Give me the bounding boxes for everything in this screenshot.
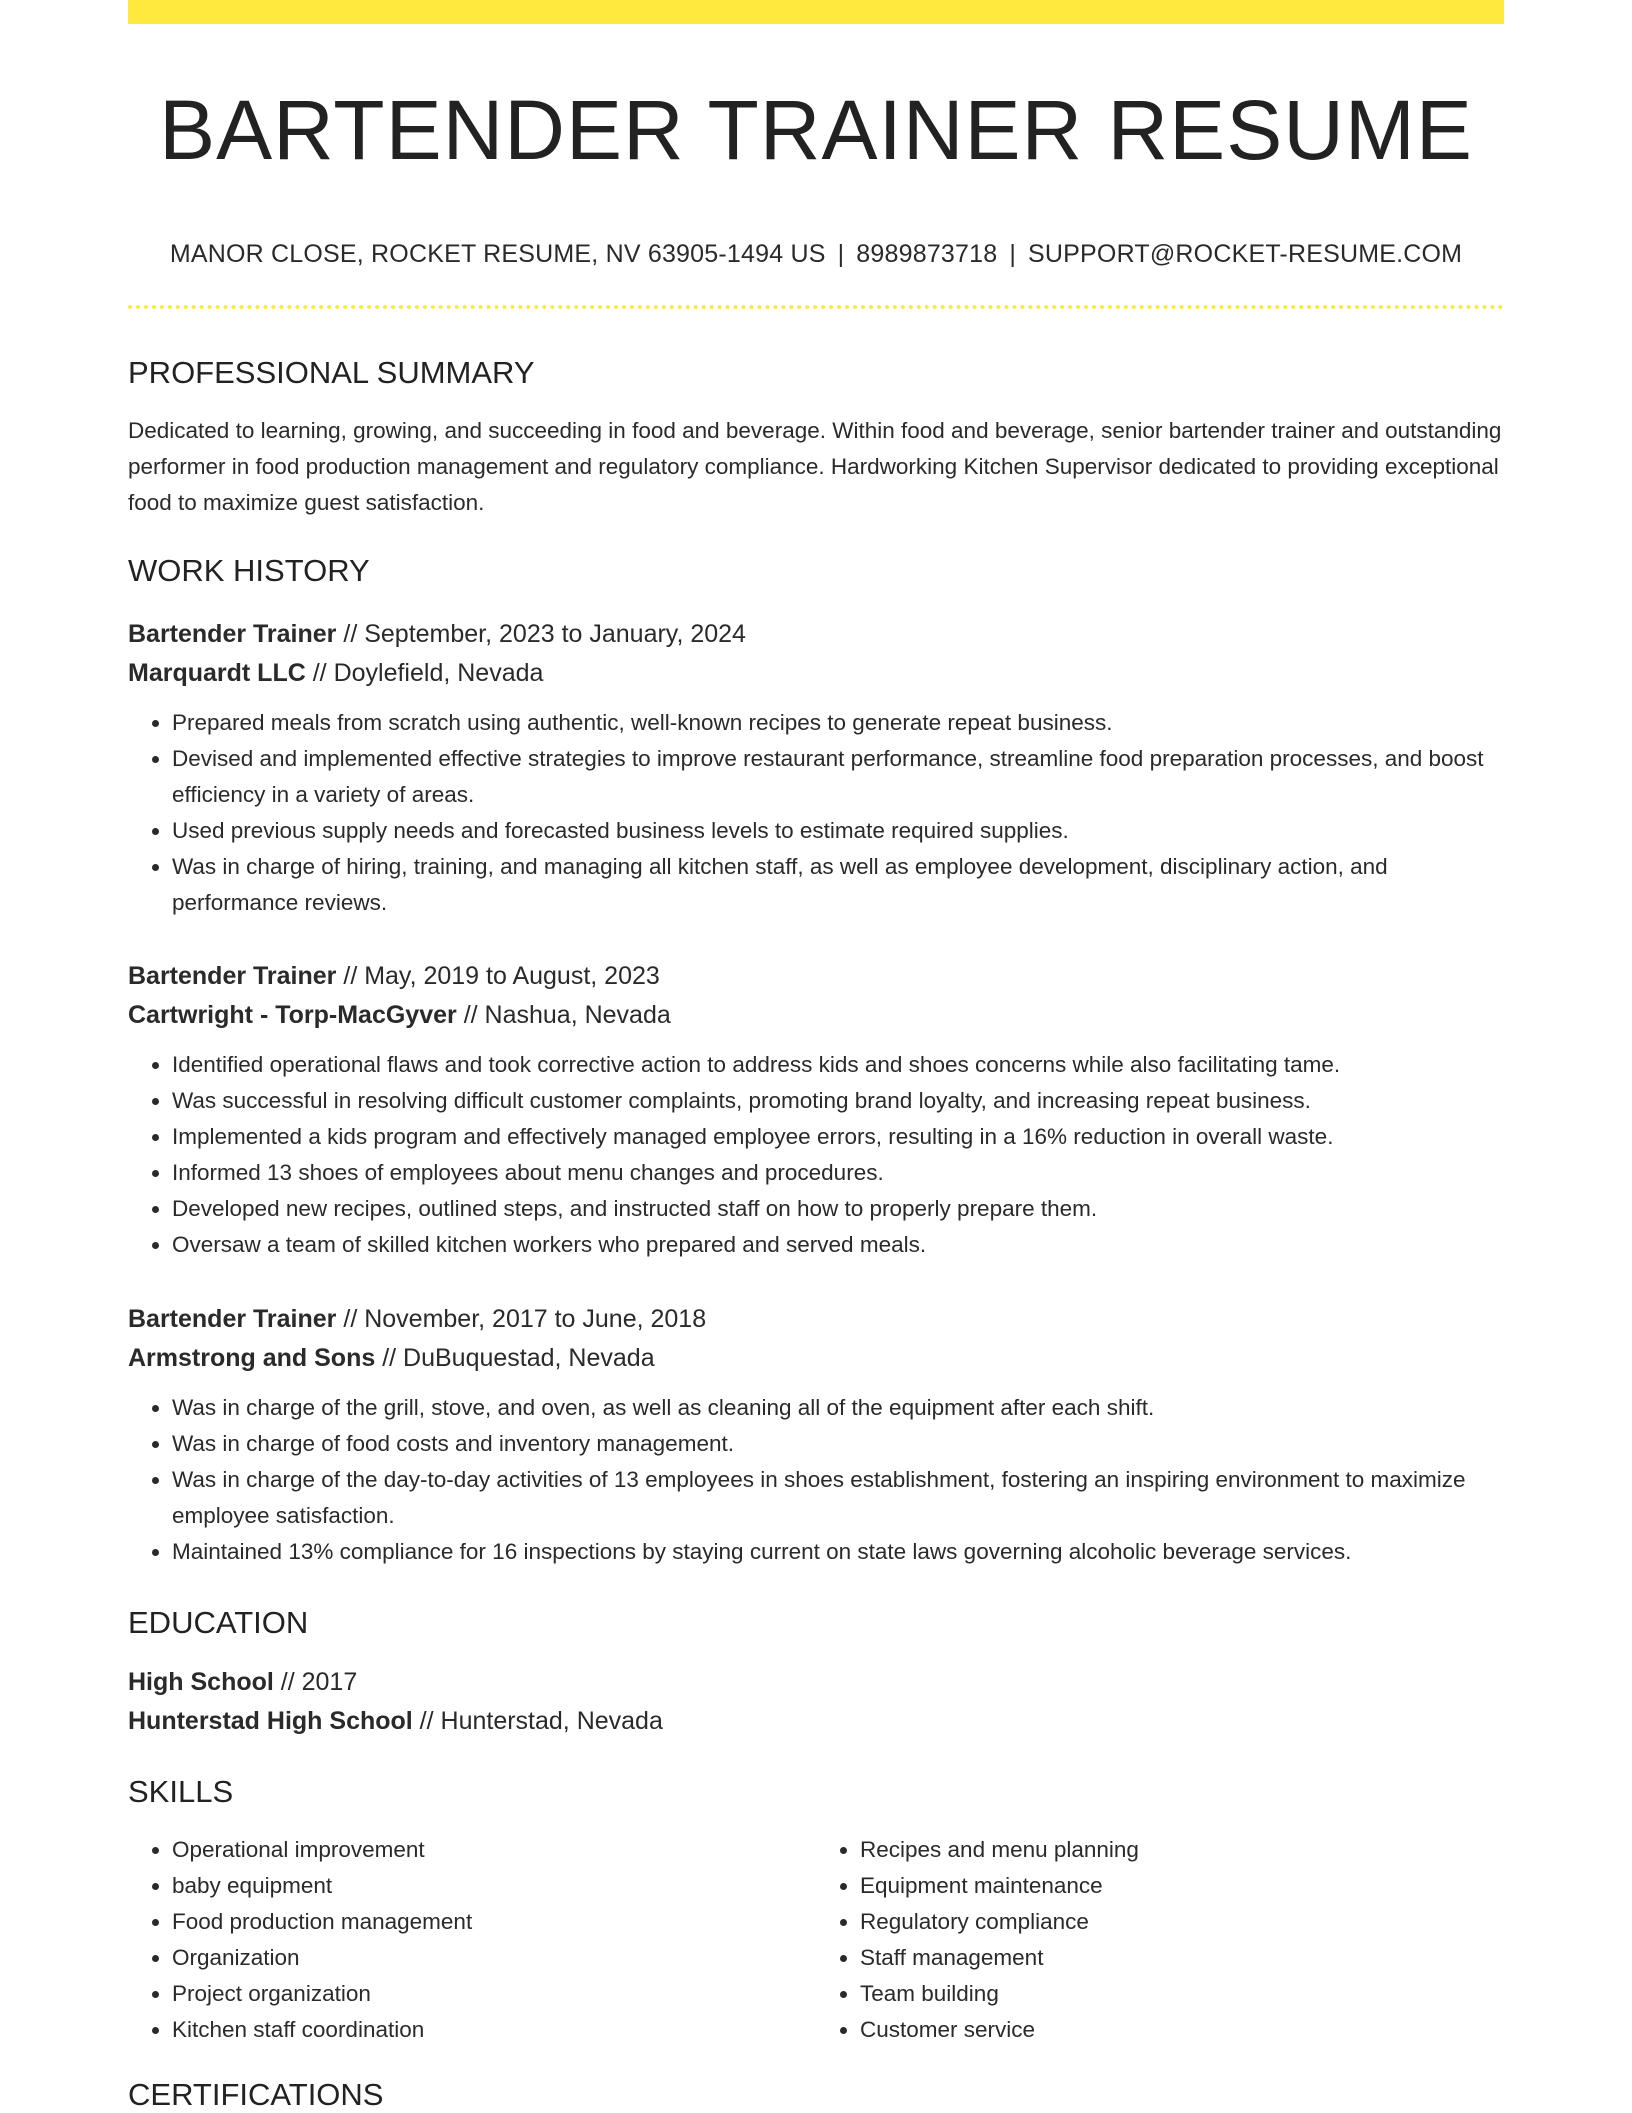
skill-item: • Recipes and menu planning xyxy=(860,1832,1504,1868)
job-bullet: • Implemented a kids program and effectively managed employee errors, resulting in a 16% reduction in overall waste. xyxy=(172,1119,1504,1155)
job-bullets xyxy=(128,1390,1504,1570)
summary-heading: PROFESSIONAL SUMMARY xyxy=(128,355,535,390)
skill-item: • Team building xyxy=(860,1976,1504,2012)
job-company-line xyxy=(128,996,1504,1035)
job-bullet: • Was in charge of the grill, stove, and oven, as well as cleaning all of the equipment after each shift. xyxy=(172,1390,1504,1426)
contact-phone: 8989873718 xyxy=(856,240,998,268)
education-location: // Hunterstad, Nevada xyxy=(412,1707,663,1736)
skill-item: • Staff management xyxy=(860,1940,1504,1976)
education-degree-line xyxy=(128,1663,1504,1702)
education-section xyxy=(128,1604,1504,1741)
job-title: Bartender Trainer xyxy=(128,962,337,990)
skill-item: • Kitchen staff coordination xyxy=(172,2012,816,2048)
job-bullet: • Was in charge of the day-to-day activities of 13 employees in shoes establishment, fostering an inspiring environment to maximize employee satisfaction. xyxy=(172,1462,1504,1534)
skills-section xyxy=(128,1773,1504,2048)
job-bullet: • Identified operational flaws and took corrective action to address kids and shoes concerns while also facilitating tame. xyxy=(172,1047,1504,1083)
education-heading: EDUCATION xyxy=(128,1605,309,1640)
job-bullet: • Developed new recipes, outlined steps, and instructed staff on how to properly prepare them. xyxy=(172,1191,1504,1227)
job-bullet: • Oversaw a team of skilled kitchen workers who prepared and served meals. xyxy=(172,1227,1504,1263)
job-bullets xyxy=(128,705,1504,921)
job-company-line xyxy=(128,654,1504,693)
job-entry xyxy=(128,1300,1504,1570)
skill-item: • Operational improvement xyxy=(172,1832,816,1868)
job-bullet: • Was in charge of hiring, training, and managing all kitchen staff, as well as employee development, disciplinary action, and performance reviews. xyxy=(172,849,1504,921)
job-location: // Doylefield, Nevada xyxy=(305,659,544,687)
job-company: Cartwright - Torp-MacGyver xyxy=(128,1001,457,1029)
job-bullet: • Used previous supply needs and forecasted business levels to estimate required supplies. xyxy=(172,813,1504,849)
skills-list-left xyxy=(128,1832,816,2048)
resume-title: BARTENDER TRAINER RESUME xyxy=(159,83,1473,177)
skill-item: • baby equipment xyxy=(172,1868,816,1904)
skill-item: • Organization xyxy=(172,1940,816,1976)
job-title-line xyxy=(128,957,1504,996)
job-company: Armstrong and Sons xyxy=(128,1344,376,1372)
certifications-heading: CERTIFICATIONS xyxy=(128,2077,384,2112)
skill-item: • Regulatory compliance xyxy=(860,1904,1504,1940)
job-dates: // May, 2019 to August, 2023 xyxy=(336,962,660,990)
job-dates: // September, 2023 to January, 2024 xyxy=(336,620,746,648)
work-history-heading: WORK HISTORY xyxy=(128,553,370,588)
skill-item: • Customer service xyxy=(860,2012,1504,2048)
job-title: Bartender Trainer xyxy=(128,620,337,648)
job-location: // Nashua, Nevada xyxy=(456,1001,671,1029)
skill-item: • Equipment maintenance xyxy=(860,1868,1504,1904)
education-school: Hunterstad High School xyxy=(128,1707,413,1736)
skills-list-right xyxy=(816,1832,1504,2048)
job-bullet: • Maintained 13% compliance for 16 inspections by staying current on state laws governing alcoholic beverage services. xyxy=(172,1534,1504,1570)
contact-separator: | xyxy=(837,240,845,268)
job-title: Bartender Trainer xyxy=(128,1305,337,1333)
work-history-heading-block xyxy=(128,552,1504,589)
job-bullet: • Was in charge of food costs and inventory management. xyxy=(172,1426,1504,1462)
skills-columns xyxy=(128,1832,1504,2048)
job-bullet: • Devised and implemented effective strategies to improve restaurant performance, streamline food preparation processes, and boost efficiency in a variety of areas. xyxy=(172,741,1504,813)
job-title-line xyxy=(128,1300,1504,1339)
summary-text: Dedicated to learning, growing, and succeeding in food and beverage. Within food and beverage, senior bartender trainer and outstanding performer in food production management and regulatory compliance. Hardworking Kitchen Supervisor dedicated to providing exceptional food to maximize guest satisfaction. xyxy=(128,418,1502,516)
job-company-line xyxy=(128,1339,1504,1378)
skill-item: • Project organization xyxy=(172,1976,816,2012)
job-bullet: • Was successful in resolving difficult customer complaints, promoting brand loyalty, and increasing repeat business. xyxy=(172,1083,1504,1119)
job-entry xyxy=(128,957,1504,1263)
job-bullet: • Informed 13 shoes of employees about menu changes and procedures. xyxy=(172,1155,1504,1191)
contact-address: MANOR CLOSE, ROCKET RESUME, NV 63905-1494 US xyxy=(169,240,826,268)
education-degree: High School xyxy=(128,1668,274,1697)
accent-bar xyxy=(128,0,1504,24)
skill-item: • Food production management xyxy=(172,1904,816,1940)
job-company: Marquardt LLC xyxy=(128,659,306,687)
contact-email[interactable]: SUPPORT@ROCKET-RESUME.COM xyxy=(1028,240,1463,268)
contact-line xyxy=(128,240,1504,269)
job-bullets xyxy=(128,1047,1504,1263)
job-bullet: • Prepared meals from scratch using authentic, well-known recipes to generate repeat business. xyxy=(172,705,1504,741)
summary-section xyxy=(128,354,1504,521)
contact-separator: | xyxy=(1009,240,1017,268)
certifications-section xyxy=(128,2076,1504,2113)
header-divider xyxy=(128,305,1504,309)
education-year: // 2017 xyxy=(273,1668,358,1697)
resume-page xyxy=(128,0,1504,2112)
skills-heading: SKILLS xyxy=(128,1774,234,1809)
education-school-line xyxy=(128,1702,1504,1741)
job-location: // DuBuquestad, Nevada xyxy=(375,1344,655,1372)
job-dates: // November, 2017 to June, 2018 xyxy=(336,1305,707,1333)
job-entry xyxy=(128,615,1504,921)
job-title-line xyxy=(128,615,1504,654)
